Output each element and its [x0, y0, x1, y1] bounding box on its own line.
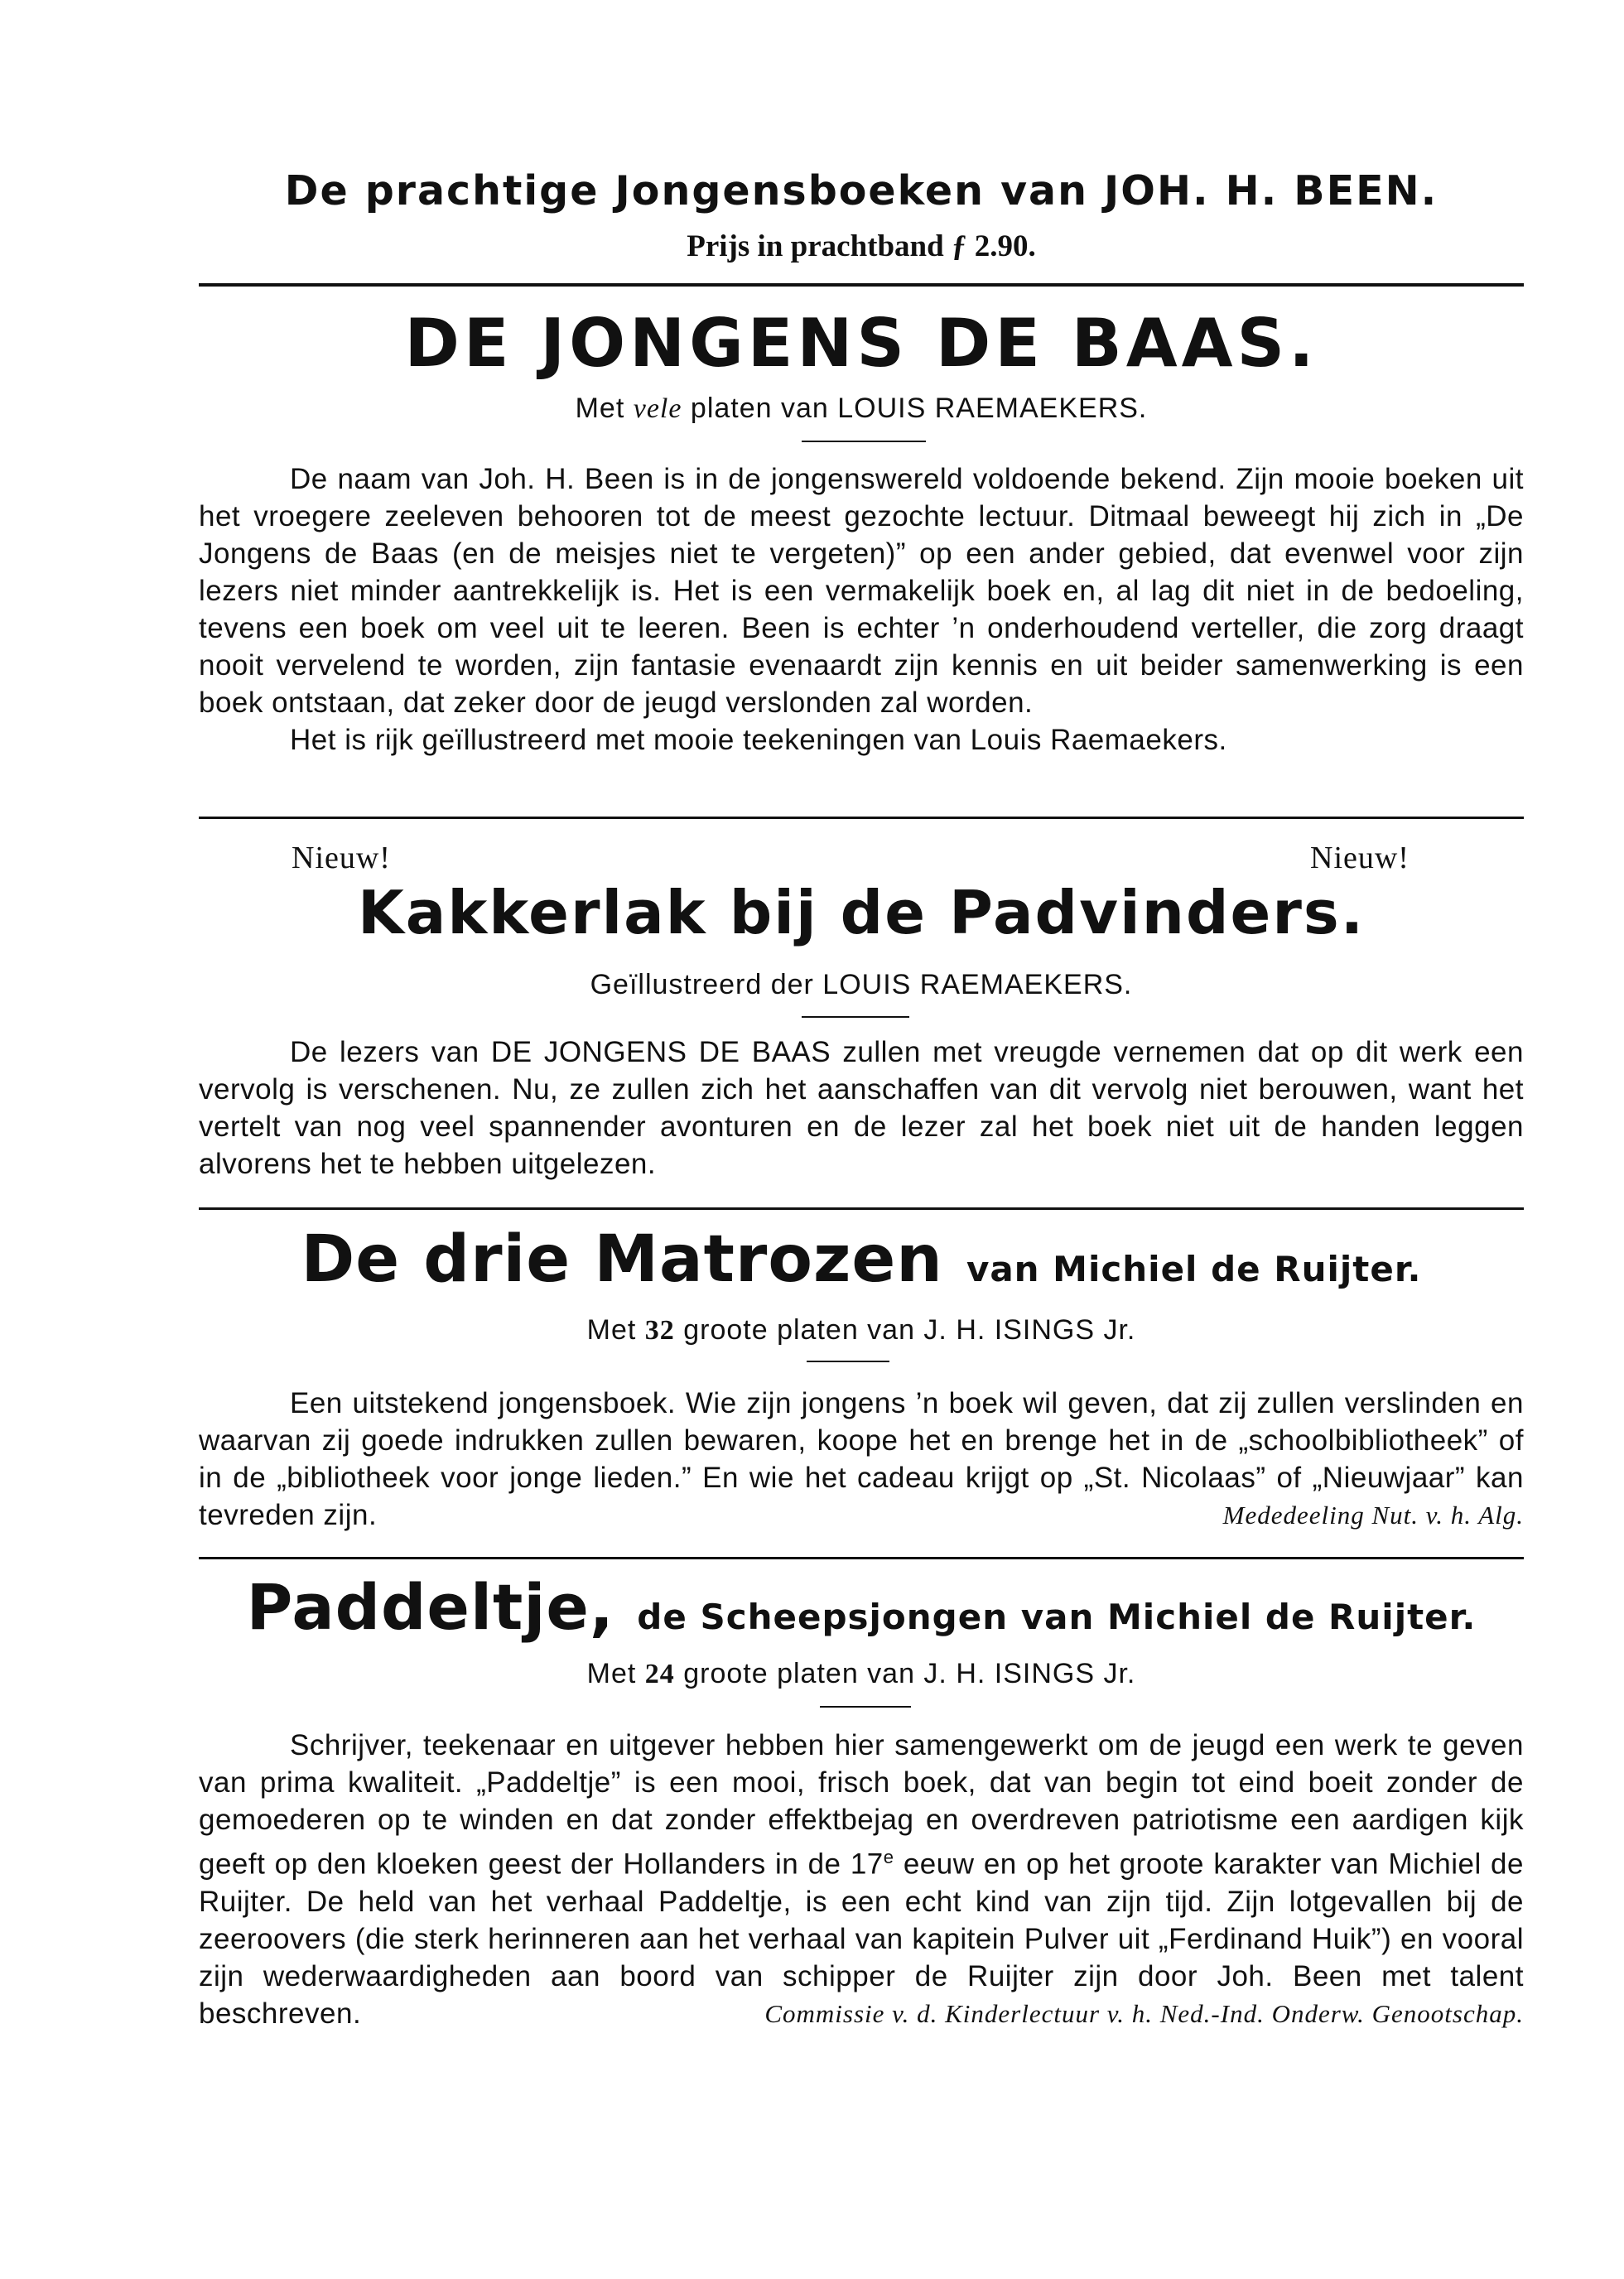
divider [199, 1207, 1524, 1210]
header-price: Prijs in prachtband ƒ 2.90. [687, 229, 1036, 263]
book3-description [199, 1385, 1524, 1534]
book3-paragraph [199, 1385, 1524, 1534]
subtitle-post: groote platen van J. H. ISINGS Jr. [683, 1658, 1136, 1689]
book4-citation: Commissie v. d. Kinderlectuur v. h. Ned.-Ind. Onderw. Genootschap. [764, 1998, 1524, 2028]
short-divider [807, 1361, 889, 1362]
plate-count: 24 [644, 1659, 675, 1689]
plate-count: 32 [644, 1315, 675, 1346]
book-title-jongens-de-baas: DE JONGENS DE BAAS. [404, 305, 1318, 382]
title-rest: de Scheepsjongen van Michiel de Ruijter. [637, 1597, 1477, 1637]
subtitle-pre: Met [575, 393, 625, 424]
book4-text-a: Schrijver, teekenaar en uitgever hebben hier samengewerkt om de jeugd een werk te geven van prima kwaliteit. „Paddeltje” is een mooi, frisch boek, dat van begin tot eind boeit zonder de gemoederen op te winden en dat zonder effektbejag en overdreven patriotisme een aardigen kijk geeft op den kloeken geest der Hollanders in de 17 [199, 1729, 1524, 1881]
book-subtitle: Geïllustreerd der LOUIS RAEMAEKERS. [590, 969, 1133, 1000]
book2-description [199, 1034, 1524, 1183]
book-subtitle [199, 393, 1524, 425]
subtitle-emphasis: vele [633, 393, 682, 424]
book3-citation: Mededeeling Nut. v. h. Alg. [1222, 1501, 1524, 1530]
short-divider [802, 441, 926, 442]
subtitle-pre: Met [586, 1314, 637, 1346]
book4-text-b: eeuw en op het groote karakter van Michiel de Ruijter. De held van het verhaal Paddeltje, is een echt kind van zijn tijd. Zijn lotgevallen bij de zeeroovers (die sterk herinneren aan het verhaal van kapitein Pulver uit „Ferdinand Huik”) en vooral zijn wederwaardigheden aan boord van schipper de Ruijter zijn door Joh. Been met talent beschreven. [199, 1848, 1524, 2030]
book-subtitle [199, 1658, 1524, 1690]
book-subtitle [199, 1314, 1524, 1347]
book-title-drie-matrozen [199, 1222, 1524, 1297]
subtitle-post: groote platen van J. H. ISINGS Jr. [683, 1314, 1136, 1346]
title-main: De drie Matrozen [301, 1222, 943, 1297]
book1-paragraph: De naam van Joh. H. Been is in de jongenswereld voldoende bekend. Zijn mooie boeken uit het vroegere zeeleven behooren tot de meest gezochte lectuur. Ditmaal beweegt hij zich in „De Jongens de Baas (en de meisjes niet te vergeten)” op een ander gebied, dat evenwel voor zijn lezers niet minder aantrekkelijk is. Het is een vermakelijk boek en, al lag dit niet in de bedoeling, tevens een boek om veel uit te leeren. Been is echter ’n onderhoudend verteller, die zorg draagt nooit vervelend te worden, zijn fantasie evenaardt zijn kennis en uit beider samenwerking is een boek ontstaan, dat zeker door de jeugd verslonden zal worden. [199, 463, 1524, 719]
title-main: Paddeltje, [246, 1570, 614, 1644]
new-badge-right: Nieuw! [1310, 841, 1410, 875]
book4-paragraph [199, 1727, 1524, 2032]
short-divider [820, 1706, 911, 1708]
divider [199, 283, 1524, 287]
book1-description [199, 460, 1524, 759]
book2-paragraph: De lezers van DE JONGENS DE BAAS zullen met vreugde vernemen dat op dit werk een vervolg is verschenen. Nu, ze zullen zich het aanschaffen van dit vervolg niet berouwen, want het vertelt van nog veel spannender avonturen en de lezer zal het boek niet uit de handen leggen alvorens het te hebben uitgelezen. [199, 1036, 1524, 1180]
subtitle-post: platen van LOUIS RAEMAEKERS. [690, 393, 1148, 424]
new-badge-left: Nieuw! [292, 841, 391, 875]
subtitle-pre: Met [586, 1658, 637, 1689]
short-divider [802, 1016, 909, 1018]
superscript: e [883, 1847, 894, 1867]
divider [199, 1557, 1524, 1559]
book4-description [199, 1727, 1524, 2032]
book3-text: Een uitstekend jongensboek. Wie zijn jongens ’n boek wil geven, dat zij zullen verslinden en waarvan zij goede indrukken zullen bewaren, koope het en brenge het in de „schoolbibliotheek” of in de „bibliotheek voor jonge lieden.” En wie het cadeau krijgt op „St. Nicolaas” of „Nieuwjaar” kan tevreden zijn. [199, 1387, 1524, 1531]
title-rest: van Michiel de Ruijter. [966, 1249, 1422, 1289]
header-title: De prachtige Jongensboeken van JOH. H. BEEN. [284, 167, 1438, 214]
book1-illustration-note: Het is rijk geïllustreerd met mooie teekeningen van Louis Raemaekers. [290, 724, 1227, 756]
book-title-paddeltje [199, 1570, 1524, 1644]
divider [199, 817, 1524, 819]
book-title-kakkerlak: Kakkerlak bij de Padvinders. [357, 878, 1366, 947]
